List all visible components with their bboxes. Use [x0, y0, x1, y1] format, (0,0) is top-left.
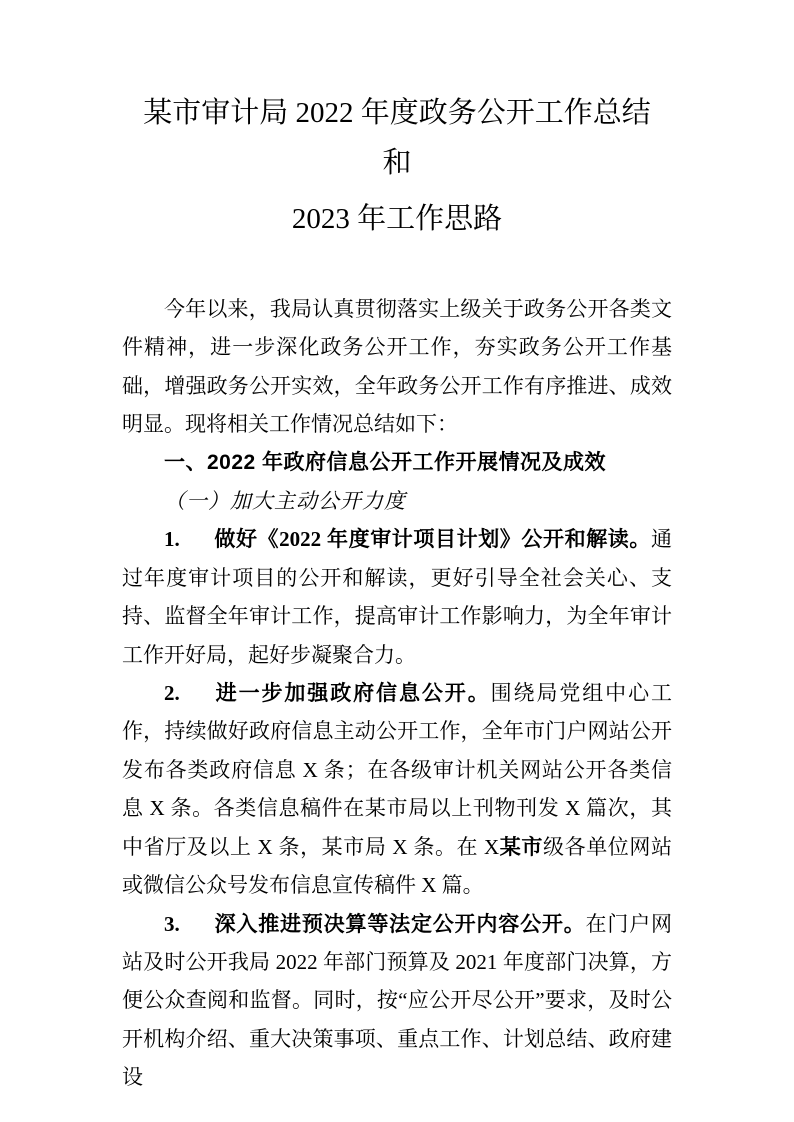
item-number: 3.: [164, 911, 180, 936]
title-line-1: 某市审计局 2022 年度政务公开工作总结: [143, 97, 651, 129]
text-run: 某市: [499, 834, 543, 859]
text-run: 级各单位网站或微信公众号发布信息宣传稿件 X 篇。: [122, 834, 673, 898]
body-paragraph: [122, 290, 672, 444]
text-run: 围绕局党组中心工作，持续做好政府信息主动公开工作，全年市门户网站公开发布各类政府信息 X 条；在各级审计机关网站公开各类信息 X 条。各类信息稿件在某市局以上刊物刊发 X 篇次，其中省厅及以上 X 条，某市局 X 条。在 X: [122, 681, 673, 859]
text-run: 深入推进预决算等法定公开内容公开。: [213, 911, 586, 936]
text-run: 在门户网站及时公开我局 2022 年部门预算及 2021 年度部门决算，方便公众查阅和监督。同时，按“应公开尽公开”要求，及时公开机构介绍、重大决策事项、重点工作、计划总结、政府建设: [122, 911, 673, 1090]
numbered-item: [122, 905, 672, 1097]
numbered-item: [122, 674, 672, 904]
text-run: 进一步加强政府信息公开。: [213, 681, 491, 706]
item-number: 2.: [164, 681, 180, 706]
document-body: [122, 290, 672, 1097]
item-number: 1.: [164, 527, 180, 552]
text-run: 今年以来，我局认真贯彻落实上级关于政务公开各类文件精神，进一步深化政务公开工作，夯实政务公开工作基础，增强政务公开实效，全年政务公开工作有序推进、成效明显。现将相关工作情况总结如下：: [122, 297, 672, 437]
document-subtitle: 2023 年工作思路: [291, 203, 503, 235]
text-run: 做好《2022 年度审计项目计划》公开和解读。: [213, 527, 651, 552]
numbered-item: [122, 520, 672, 674]
text-run: （一）加大主动公开力度: [164, 489, 406, 514]
text-run: 通过年度审计项目的公开和解读，更好引导全社会关心、支持、监督全年审计工作，提高审计工作影响力，为全年审计工作开好局，起好步凝聚合力。: [122, 527, 672, 667]
title-line-2: 和: [382, 147, 412, 179]
subsection-heading: [122, 482, 672, 520]
document-title: [122, 88, 672, 188]
text-run: 一、2022 年政府信息公开工作开展情况及成效: [164, 450, 607, 474]
section-heading: [122, 444, 672, 482]
